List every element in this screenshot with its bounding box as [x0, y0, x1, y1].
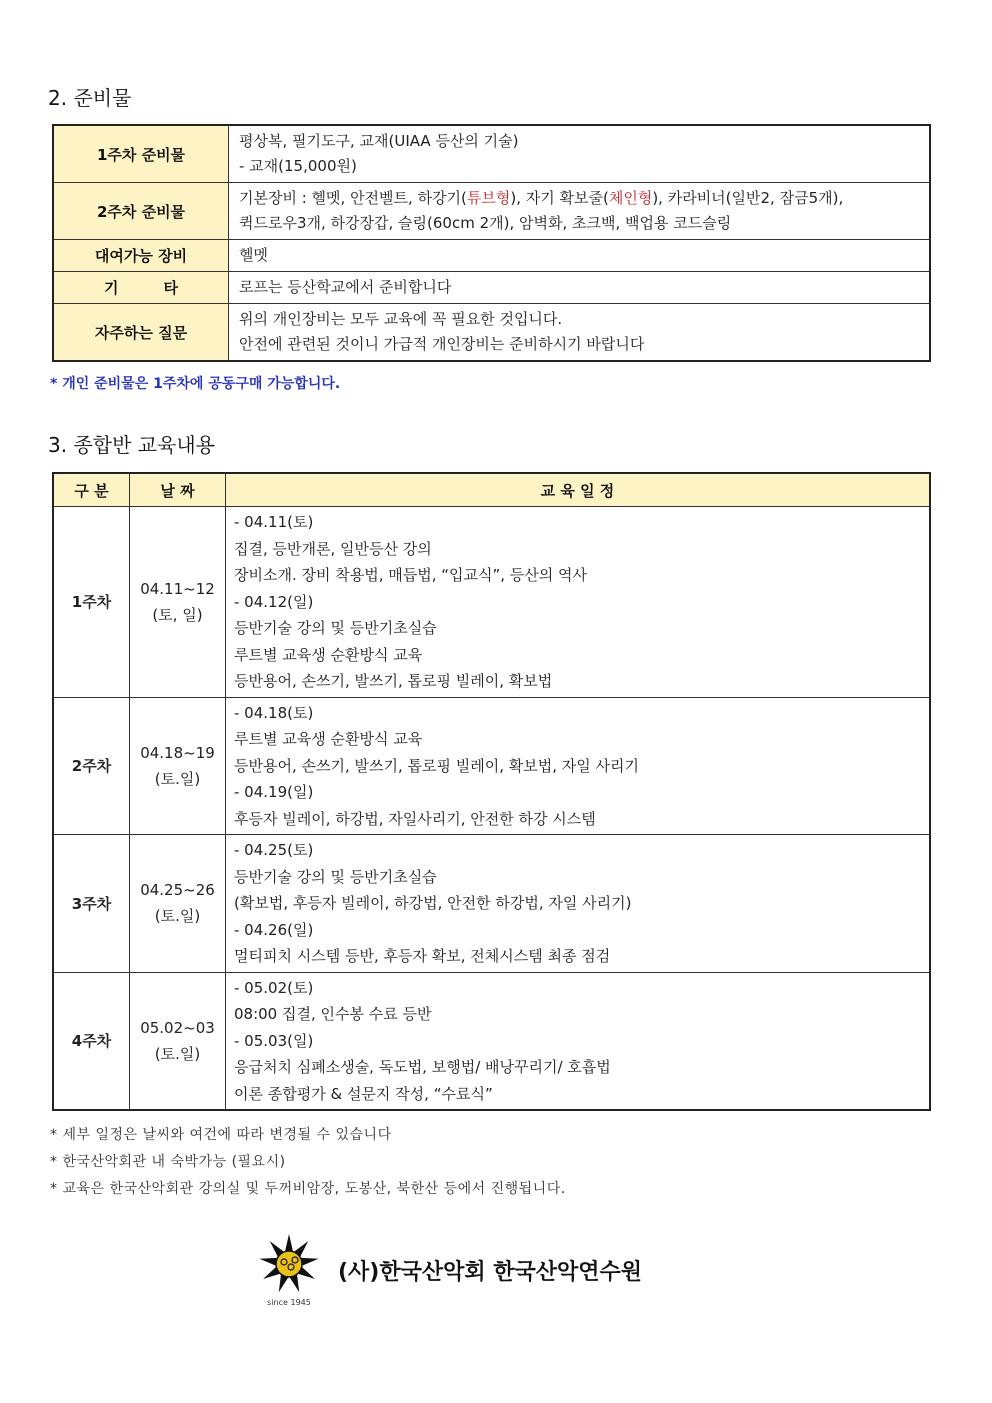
row-header: 1주차 준비물: [53, 125, 229, 183]
schedule-line: - 05.03(일): [234, 1031, 314, 1050]
row-content: [229, 304, 931, 362]
content-line: 평상복, 필기도구, 교재(UIAA 등산의 기술): [239, 132, 519, 150]
week-cell: 4주차: [53, 972, 130, 1110]
schedule-line: - 04.25(토): [234, 841, 314, 859]
text-segment: ), 자기 확보줄(: [510, 189, 609, 207]
schedule-line: 등반기술 강의 및 등반기초실습: [234, 619, 437, 637]
content-line: 퀵드로우3개, 하강장갑, 슬링(60cm 2개), 암벽화, 초크백, 백업용 코드슬링: [239, 214, 732, 232]
highlight-text: 체인형: [608, 189, 653, 207]
schedule-line: 후등자 빌레이, 하강법, 자일사리기, 안전한 하강 시스템: [234, 809, 596, 828]
table-row: [53, 272, 930, 304]
schedule-line: 장비소개. 장비 착용법, 매듭법, “입교식”, 등산의 역사: [234, 566, 588, 584]
schedule-line: 루트별 교육생 순환방식 교육: [234, 645, 423, 664]
highlight-text: 튜브형: [466, 189, 511, 207]
schedule-line: 등반용어, 손쓰기, 발쓰기, 톱로핑 빌레이, 확보법, 자일 사리기: [234, 756, 639, 775]
week-cell: 2주차: [53, 697, 130, 835]
schedule-line: 집결, 등반개론, 일반등산 강의: [234, 539, 432, 558]
organization-name: (사)한국산악회 한국산악연수원: [338, 1260, 643, 1285]
table-row: [53, 835, 930, 973]
schedule-line: 이론 종합평가 & 설문지 작성, “수료식”: [234, 1084, 493, 1103]
row-header: 2주차 준비물: [53, 183, 229, 240]
row-content: 헬멧: [229, 240, 931, 272]
date-cell: [130, 697, 226, 835]
footnote: * 교육은 한국산악회관 강의실 및 두꺼비암장, 도봉산, 북한산 등에서 진행됩니다.: [50, 1181, 566, 1197]
schedule-cell: [226, 972, 931, 1110]
date-cell: [130, 972, 226, 1110]
table-row: [53, 507, 930, 698]
content-line: - 교재(15,000원): [239, 157, 357, 175]
section-title-curriculum: 3. 종합반 교육내용: [48, 433, 216, 457]
schedule-line: 루트별 교육생 순환방식 교육: [234, 730, 423, 748]
schedule-cell: [226, 507, 931, 698]
content-line: 안전에 관련된 것이니 가급적 개인장비는 준비하시기 바랍니다: [239, 335, 645, 353]
schedule-line: 멀티피치 시스템 등반, 후등자 확보, 전체시스템 최종 점검: [234, 947, 611, 965]
row-header: 기 타: [53, 272, 229, 304]
footnote: * 한국산악회관 내 숙박가능 (필요시): [50, 1154, 286, 1170]
table-row: [53, 304, 930, 362]
week-cell: 3주차: [53, 835, 130, 973]
date-days: (토.일): [154, 769, 201, 788]
since-label: since 1945: [267, 1298, 311, 1307]
date-days: (토.일): [154, 907, 201, 926]
schedule-line: - 05.02(토): [234, 978, 314, 997]
row-header: 대여가능 장비: [53, 240, 229, 272]
table-row: [53, 240, 930, 272]
date-cell: [130, 507, 226, 698]
schedule-line: - 04.26(일): [234, 920, 314, 939]
edelweiss-emblem-icon: [256, 1232, 322, 1308]
row-content: [229, 125, 931, 183]
column-header-schedule: 교 육 일 정: [226, 473, 931, 507]
table-row: [53, 697, 930, 835]
content-line: 위의 개인장비는 모두 교육에 꼭 필요한 것입니다.: [239, 310, 563, 328]
schedule-cell: [226, 697, 931, 835]
text-segment: ), 카라비너(일반2, 잠금5개),: [652, 189, 844, 207]
table-row: [53, 125, 930, 183]
footnote: * 세부 일정은 날씨와 여건에 따라 변경될 수 있습니다: [50, 1127, 392, 1143]
schedule-cell: [226, 835, 931, 973]
schedule-line: 등반용어, 손쓰기, 발쓰기, 톱로핑 빌레이, 확보법: [234, 672, 553, 690]
content-line: [239, 186, 919, 211]
curriculum-table: [52, 472, 931, 1111]
purchase-note: * 개인 준비물은 1주차에 공동구매 가능합니다.: [50, 376, 341, 392]
schedule-line: 등반기술 강의 및 등반기초실습: [234, 867, 437, 886]
date-range: 05.02~03: [140, 1018, 215, 1037]
schedule-line: 08:00 집결, 인수봉 수료 등반: [234, 1005, 432, 1023]
preparation-table: [52, 124, 931, 362]
section-title-preparation: 2. 준비물: [48, 86, 132, 110]
schedule-line: - 04.12(일): [234, 592, 314, 611]
date-range: 04.18~19: [140, 743, 215, 762]
table-header-row: [53, 473, 930, 507]
schedule-line: 응급처치 심폐소생술, 독도법, 보행법/ 배낭꾸리기/ 호흡법: [234, 1058, 611, 1076]
date-days: (토.일): [154, 1044, 201, 1063]
date-range: 04.25~26: [140, 881, 215, 900]
date-range: 04.11~12: [140, 579, 215, 598]
row-content: [229, 183, 931, 240]
column-header-week: 구 분: [53, 473, 130, 507]
row-header: 자주하는 질문: [53, 304, 229, 362]
schedule-line: (확보법, 후등자 빌레이, 하강법, 안전한 하강법, 자일 사리기): [234, 894, 632, 912]
date-cell: [130, 835, 226, 973]
row-content: 로프는 등산학교에서 준비합니다: [229, 272, 931, 304]
schedule-line: - 04.19(일): [234, 783, 314, 801]
table-row: [53, 183, 930, 240]
text-segment: 기본장비 : 헬멧, 안전벨트, 하강기(: [239, 189, 467, 207]
schedule-line: - 04.18(토): [234, 703, 314, 722]
week-cell: 1주차: [53, 507, 130, 698]
table-row: [53, 972, 930, 1110]
column-header-date: 날 짜: [130, 473, 226, 507]
date-days: (토, 일): [152, 605, 203, 624]
schedule-line: - 04.11(토): [234, 513, 314, 531]
